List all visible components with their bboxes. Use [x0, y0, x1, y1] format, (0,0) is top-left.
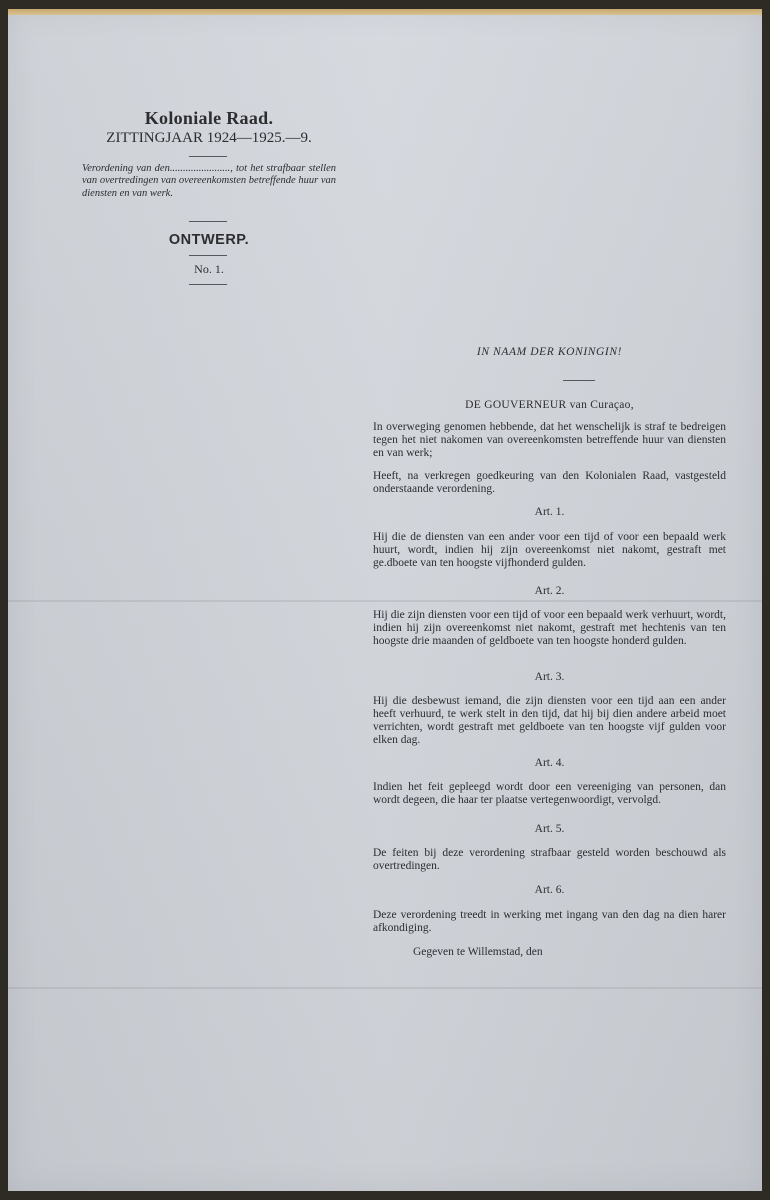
- divider: [189, 284, 227, 285]
- article-label: Art. 5.: [534, 823, 565, 835]
- session-year: ZITTINGJAAR 1924—1925.—9.: [106, 130, 312, 146]
- fold-line: [8, 600, 762, 602]
- paper-edge: [8, 9, 762, 15]
- divider: [189, 255, 227, 256]
- governor-line: DE GOUVERNEUR van Curaçao,: [465, 399, 634, 411]
- closing-line: Gegeven te Willemstad, den: [413, 946, 543, 958]
- article-text: Indien het feit gepleegd wordt door een vereeniging van personen, dan wordt degeen, die haar ter plaatse vertegenwoordigt, vervolgd.: [373, 781, 726, 806]
- article-label: Art. 3.: [534, 671, 565, 683]
- enactment: Heeft, na verkregen goedkeuring van den Kolonialen Raad, vastgesteld onderstaande verordening.: [373, 470, 726, 495]
- council-title: Koloniale Raad.: [144, 108, 274, 128]
- article-label: Art. 1.: [534, 506, 565, 518]
- invocation: IN NAAM DER KONINGIN!: [476, 346, 623, 358]
- draft-label: ONTWERP.: [168, 232, 250, 248]
- preamble: In overweging genomen hebbende, dat het wenschelijk is straf te bedreigen tegen het niet nakomen van overeenkomsten betreffende huur van diensten en van werk;: [373, 421, 726, 459]
- article-label: Art. 2.: [534, 585, 565, 597]
- article-text: Hij die zijn diensten voor een tijd of voor een bepaald werk verhuurt, wordt, indien hij zijn overeenkomst niet nakomt, gestraft met hechtenis van ten hoogste drie maanden of geldboete van ten hoogste honderd gulden.: [373, 609, 726, 647]
- document-number: No. 1.: [194, 262, 224, 276]
- article-text: Hij die de diensten van een ander voor een tijd of voor een bepaald werk huurt, wordt, indien hij zijn overeenkomst niet nakomt, gestraft met ge.dboete van ten hoogste vijfhonderd gulden.: [373, 531, 726, 569]
- ordinance-subject: Verordening van den......................., tot het strafbaar stellen van overtredingen van overeenkomsten betreffende huur van diensten en van werk.: [82, 163, 336, 199]
- article-text: Hij die desbewust iemand, die zijn diensten voor een tijd aan een ander heeft verhuurd, te werk stelt in den tijd, dat hij bij dien andere arbeid moet verrichten, wordt gestraft met geldboete van ten hoogste vijf gulden voor elken dag.: [373, 695, 726, 746]
- article-label: Art. 4.: [534, 757, 565, 769]
- article-text: De feiten bij deze verordening strafbaar gesteld worden beschouwd als overtredingen.: [373, 847, 726, 872]
- divider: [189, 156, 227, 157]
- fold-line: [8, 987, 762, 989]
- divider: [563, 380, 595, 381]
- article-text: Deze verordening treedt in werking met ingang van den dag na dien harer afkondiging.: [373, 909, 726, 934]
- divider: [189, 221, 227, 222]
- article-label: Art. 6.: [534, 884, 565, 896]
